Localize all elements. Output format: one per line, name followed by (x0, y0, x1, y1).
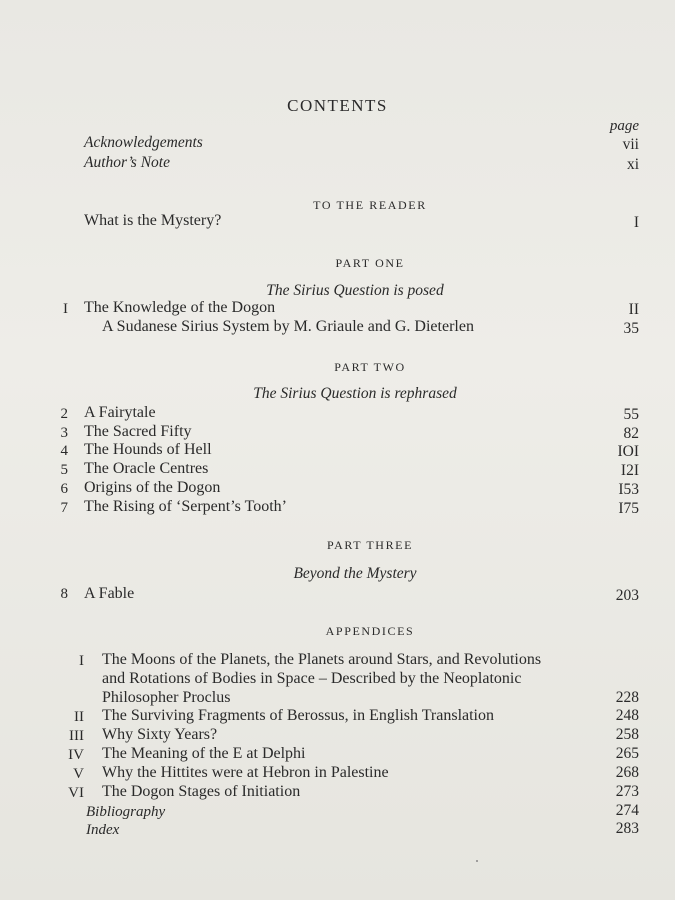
chapter-number: 4 (60, 443, 68, 459)
entry-what-is-the-mystery: What is the Mystery? (84, 212, 222, 229)
toc-page-number: 228 (615, 689, 639, 706)
toc-entry-continued: and Rotations of Bodies in Space – Described by the Neoplatonic (102, 670, 522, 687)
front-entry-acknowledgements: Acknowledgements (84, 134, 203, 151)
page-speck (476, 860, 478, 862)
toc-page-number: IOI (617, 443, 639, 460)
toc-page-number: 265 (615, 745, 639, 762)
toc-entry-continued: Philosopher Proclus (102, 689, 231, 706)
toc-entry: The Knowledge of the Dogon (84, 299, 276, 316)
toc-page-number: 55 (623, 406, 639, 423)
toc-entry: A Sudanese Sirius System by M. Griaule and G. Dieterlen (102, 318, 474, 335)
back-page-index: 283 (615, 820, 639, 837)
chapter-number: 3 (60, 425, 68, 441)
page-column-label: page (609, 118, 639, 134)
front-page-authors-note: xi (626, 156, 639, 173)
toc-page-number: I2I (620, 462, 639, 479)
section-heading-part-three: PART THREE (326, 538, 414, 552)
toc-entry: The Surviving Fragments of Berossus, in English Translation (102, 707, 494, 724)
toc-page-number: 258 (615, 726, 639, 743)
toc-page-number: 35 (623, 320, 639, 337)
contents-title: CONTENTS (287, 96, 388, 115)
back-entry-index: Index (86, 822, 120, 838)
toc-entry: The Sacred Fifty (84, 423, 192, 440)
toc-page-number: II (628, 301, 639, 318)
toc-entry: Why the Hittites were at Hebron in Palestine (102, 764, 389, 781)
chapter-number: I (63, 301, 68, 317)
back-page-bibliography: 274 (615, 802, 639, 819)
toc-page-number: 248 (615, 707, 639, 724)
section-heading-part-two: PART TWO (334, 360, 406, 374)
appendix-number: VI (68, 785, 84, 801)
toc-entry: The Oracle Centres (84, 460, 209, 477)
part-three-subtitle: Beyond the Mystery (293, 565, 417, 582)
chapter-number: 7 (60, 500, 68, 516)
toc-entry: A Fable (84, 585, 135, 602)
toc-entry: A Fairytale (84, 404, 156, 421)
toc-entry: The Moons of the Planets, the Planets around Stars, and Revolutions (102, 651, 542, 668)
toc-entry: The Dogon Stages of Initiation (102, 783, 301, 800)
toc-entry: Origins of the Dogon (84, 479, 221, 496)
toc-page-number: 203 (615, 587, 639, 604)
page-what-is-the-mystery: I (633, 214, 639, 231)
chapter-number: 5 (60, 462, 68, 478)
toc-entry: The Rising of ‘Serpent’s Tooth’ (84, 498, 288, 515)
toc-entry: Why Sixty Years? (102, 726, 218, 743)
toc-page-number: 268 (615, 764, 639, 781)
appendix-number: II (74, 709, 84, 725)
toc-page-number: I53 (618, 481, 639, 498)
front-entry-authors-note: Author’s Note (84, 154, 170, 171)
chapter-number: 8 (60, 586, 68, 602)
part-two-subtitle: The Sirius Question is rephrased (253, 385, 457, 402)
appendix-number: V (73, 766, 84, 782)
toc-entry: The Hounds of Hell (84, 441, 212, 458)
section-heading-appendices: APPENDICES (325, 624, 415, 638)
toc-page-number: 82 (623, 425, 639, 442)
toc-entry: The Meaning of the E at Delphi (102, 745, 306, 762)
back-entry-bibliography: Bibliography (86, 804, 166, 820)
section-heading-to-the-reader: TO THE READER (313, 198, 427, 212)
appendix-number: I (79, 653, 84, 669)
front-page-acknowledgements: vii (622, 136, 639, 153)
appendix-number: III (69, 728, 84, 744)
toc-page-number: I75 (618, 500, 639, 517)
part-one-subtitle: The Sirius Question is posed (266, 282, 444, 299)
section-heading-part-one: PART ONE (335, 256, 405, 270)
chapter-number: 2 (60, 406, 68, 422)
appendix-number: IV (68, 747, 84, 763)
toc-page-number: 273 (615, 783, 639, 800)
chapter-number: 6 (60, 481, 68, 497)
